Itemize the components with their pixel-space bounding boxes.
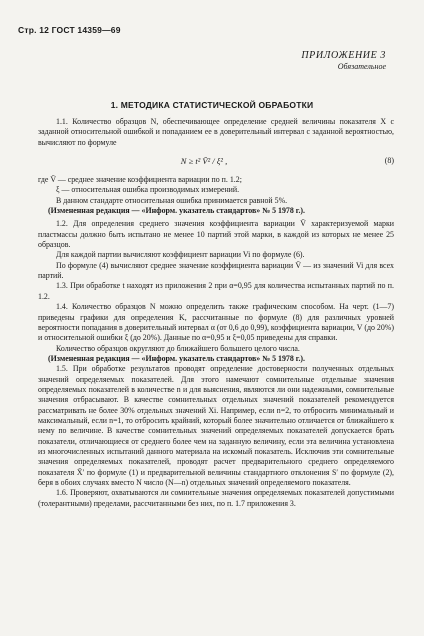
paragraph-1-1: 1.1. Количество образцов N, обеспечивающее определение средней величины показателя X с заданной относительной ошибкой и попаданием ее в доверительный интервал с заданной вероятностью, вычисляют по формуле <box>38 117 394 147</box>
edit-note-2: (Измененная редакция — «Информ. указатель стандартов» № 5 1978 г.). <box>48 353 306 363</box>
formula-expression: N ≥ t² V̄² / ξ² , <box>180 155 228 166</box>
edit-note-1: (Измененная редакция — «Информ. указатель стандартов» № 5 1978 г.). <box>48 206 306 216</box>
formula-8 <box>38 150 394 172</box>
appendix-subtitle: Обязательное <box>337 62 386 71</box>
page-header: Стр. 12 ГОСТ 14359—69 <box>18 25 121 35</box>
section-title: 1. МЕТОДИКА СТАТИСТИЧЕСКОЙ ОБРАБОТКИ <box>110 100 314 110</box>
paragraph-1-2-c: По формуле (4) вычисляют среднее значение коэффициента вариации V̄ — из значений Vi для всех партий. <box>38 260 394 281</box>
paragraph-standard: В данном стандарте относительная ошибка принимается равной 5%. <box>56 195 288 205</box>
document-body <box>38 117 394 509</box>
paragraph-1-2: 1.2. Для определения среднего значения коэффициента вариации V̄ характеризуемой марки пластмассы должно быть испытано не менее 10 партий этой марки, в каждой из которых не менее 25 образцов. <box>38 219 394 250</box>
paragraph-1-2-b: Для каждой партии вычисляют коэффициент вариации Vi по формуле (6). <box>56 250 305 260</box>
paragraph-1-4-b: Количество образцов округляют до ближайшего большего целого числа. <box>56 343 300 353</box>
paragraph-1-4: 1.4. Количество образцов N можно определить также графическим способом. На черт. (1—7) приведены графики для определения K, рассчитанные по формуле (8) для различных уровней вероятности попадания в доверительный интервал α (от 0,6 до 0,99), коэффициента вариации, V (до 20%) и относительной ошибки ξ (до 20%). Данные по α=0,95 и ξ=0,05 приведены для справки. <box>38 302 394 343</box>
formula-number: (8) <box>384 155 394 165</box>
paragraph-1-3: 1.3. При обработке t находят из приложения 2 при α=0,95 для количества испытанных партий по п. 1.2. <box>38 281 394 301</box>
where-definition-1: где V̄ — среднее значение коэффициента вариации по п. 1.2; <box>38 175 242 185</box>
paragraph-1-5: 1.5. При обработке результатов проводят определение достоверности полученных отдельных значений определяемых показателей. Для этого намечают сомнительные отдельные значения определяемых показателей в количестве n и для выяснения, являются ли они надежными, сомнительные значения отбрасывают. В качестве сомнительных отдельных значений показателей рекомендуется рассматривать не более 30% отдельных значений Xi. Например, если n=2, то отбросить минимальный и максимальный, если n=1, то отбросить крайний, который более значительно отличается от ближайшего к нему по величине. В качестве сомнительных значений определяемых показателей допускается брать показатели, отличающиеся от среднего более чем на заданную величину, если эта величина установлена из многочисленных испытаний данного материала на искомый показатель. Исключив эти сомнительные значения определяемых показателей, проводят расчет предварительного среднего определяемого показателя X̄′ по формуле (1) и предварительной величины стандартного отклонения S′ по формуле (2), беря в обоих случаях вместо N число (N—n) отдельных значений определяемого показателя. <box>38 364 394 487</box>
appendix-title: ПРИЛОЖЕНИЕ 3 <box>301 50 386 61</box>
where-definition-2: ξ — относительная ошибка производимых измерений. <box>56 185 240 195</box>
paragraph-1-6: 1.6. Проверяют, охватываются ли сомнительные значения определяемых показателей допустимыми (толерантными) пределами, рассчитанными без них, по п. 1.7 приложения 3. <box>38 488 394 508</box>
appendix-heading <box>301 50 386 71</box>
